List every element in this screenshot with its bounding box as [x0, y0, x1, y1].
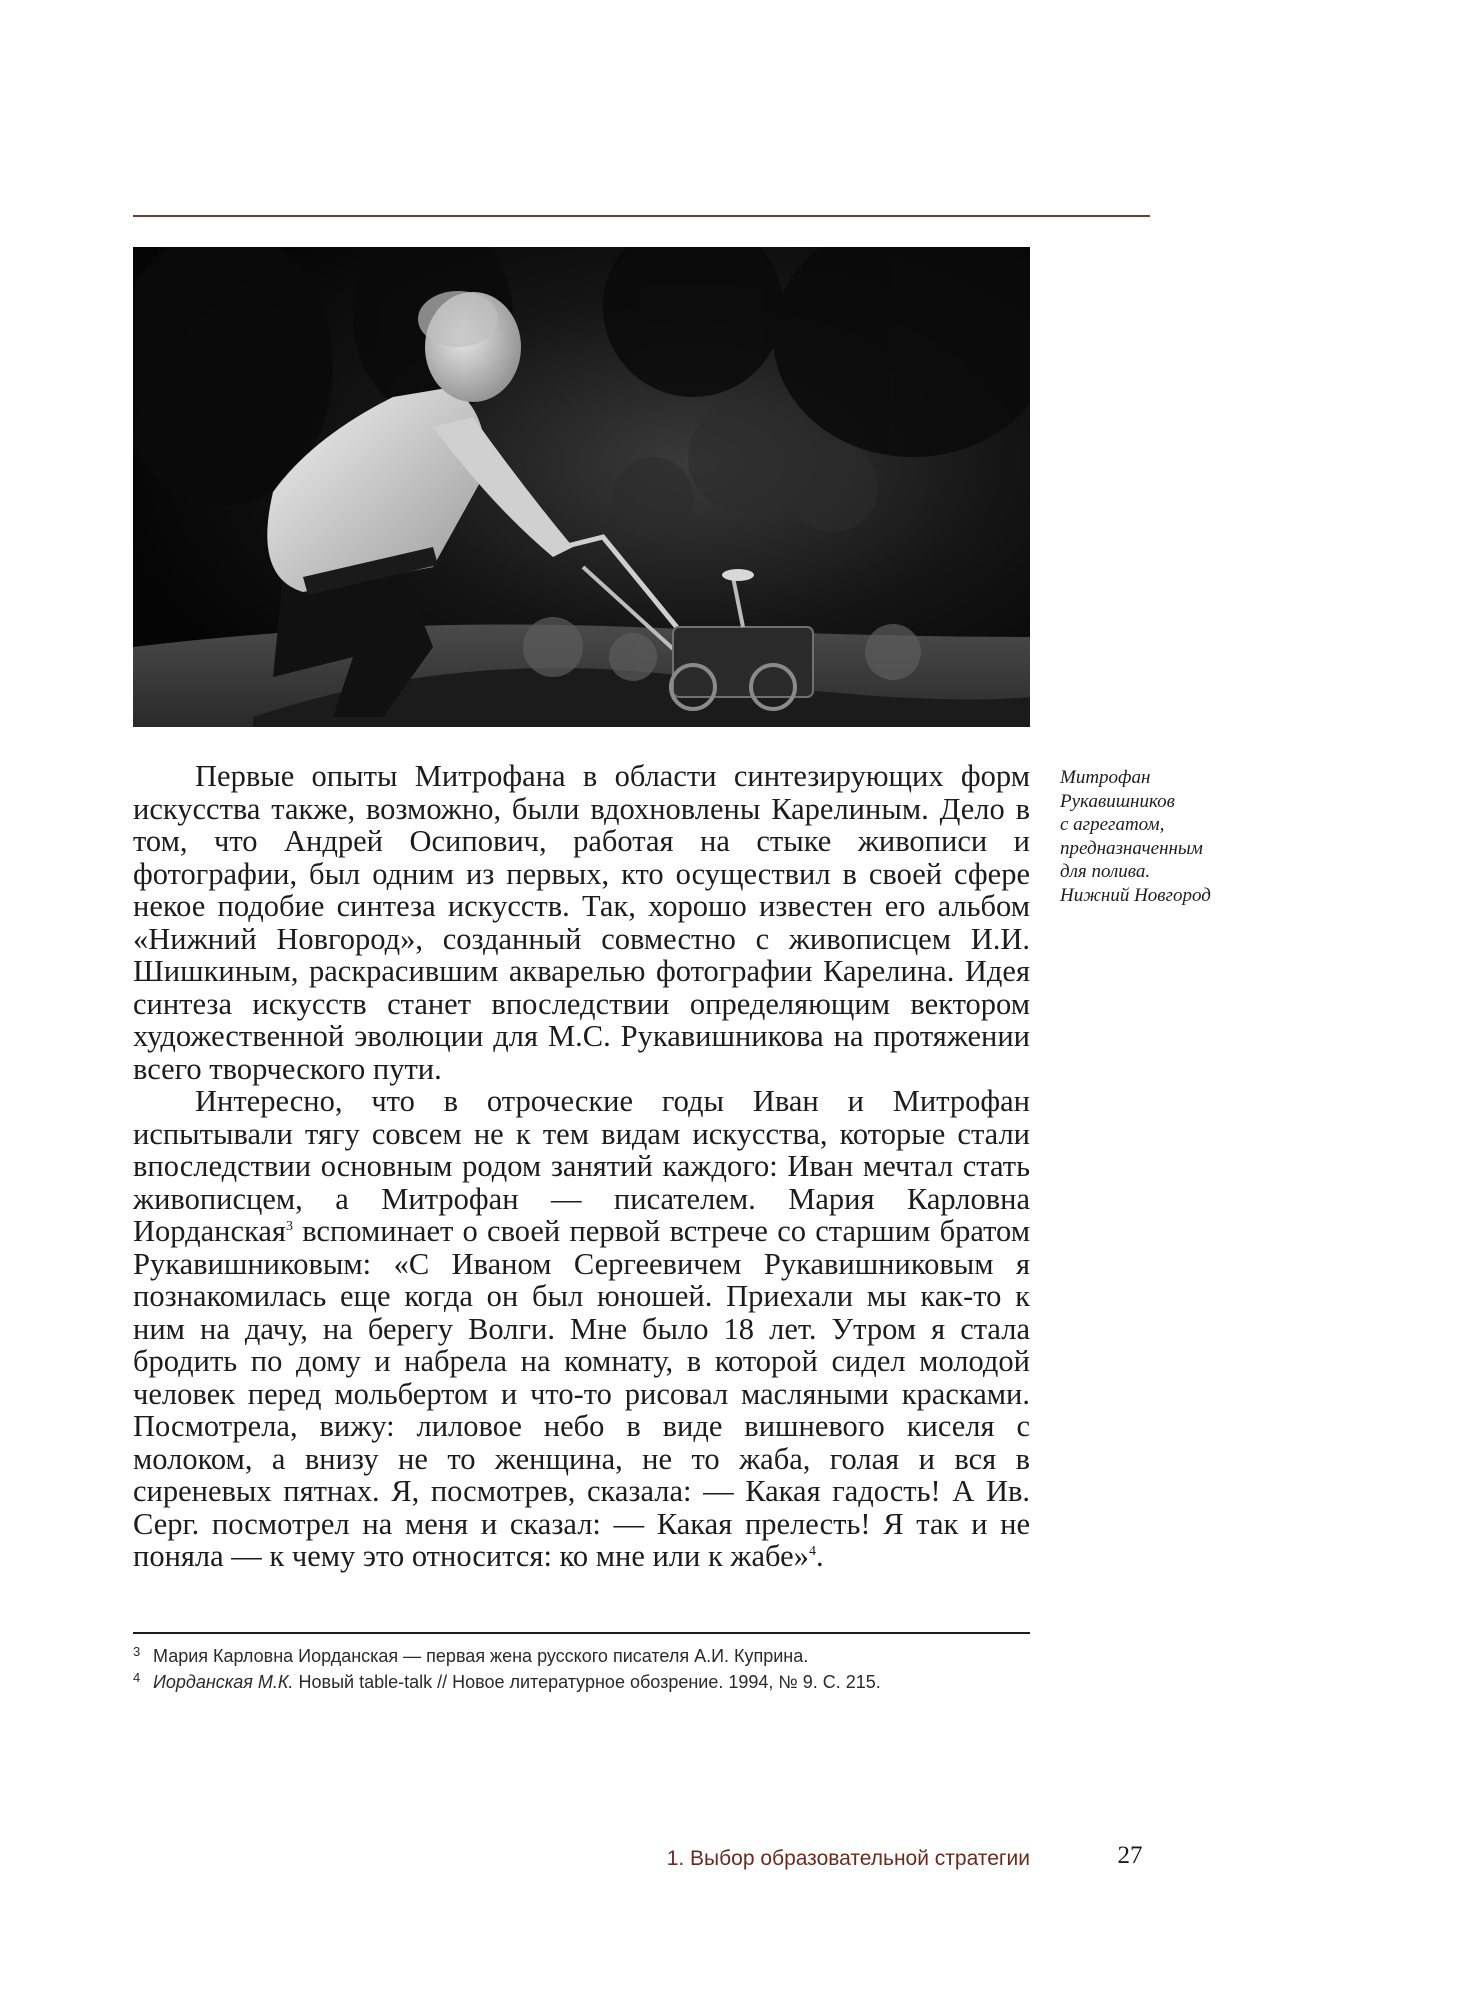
- footnote-text: Мария Карловна Иорданская — первая жена русского писателя А.И. Куприна.: [153, 1646, 809, 1666]
- footnote-3: [133, 1643, 1030, 1669]
- paragraph-1: Первые опыты Митрофана в области синтезирующих форм искусства также, возможно, были вдохновлены Карелиным. Дело в том, что Андрей Осипович, работая на стыке живописи и фотографии, был одним из первых, кто осуществил в своей сфере некое подобие синтеза искусств. Так, хорошо известен его альбом «Нижний Новгород», созданный совместно с живописцем И.И. Шишкиным, раскрасившим акварелью фотографии Карелина. Идея синтеза искусств станет впоследствии определяющим вектором художественной эволюции для М.С. Рукавишникова на протяжении всего творческого пути.: [133, 759, 1030, 1086]
- header-rule: [133, 215, 1150, 217]
- footnote-number: 4: [133, 1670, 141, 1685]
- caption-line: с агрегатом,: [1060, 814, 1165, 835]
- caption-line: Митрофан: [1060, 767, 1151, 788]
- page-number: 27: [1117, 1842, 1143, 1869]
- footnote-ref-4[interactable]: 4: [808, 1543, 816, 1559]
- footnote-ref-3[interactable]: 3: [285, 1218, 293, 1234]
- caption-line: предназначенным: [1060, 837, 1203, 859]
- footnotes: [133, 1643, 1030, 1695]
- main-text: [133, 760, 1030, 1573]
- caption-line: Нижний Новгород: [1060, 884, 1211, 906]
- footnote-author: Иорданская М.К.: [153, 1672, 294, 1692]
- footnote-text: Новый table-talk // Новое литературное обозрение. 1994, № 9. С. 215.: [293, 1672, 881, 1692]
- paragraph-2-text-a: Интересно, что в отроческие годы Иван и Митрофан испытывали тягу совсем не к тем видам искусства, которые стали впоследствии основным родом занятий каждого: Иван мечтал стать живописцем, а Митрофан — писателем. Мария Карловна Иорданская: [133, 1084, 1030, 1248]
- photo-caption: [1060, 766, 1260, 907]
- photograph-boy-with-watering-machine: [133, 247, 1030, 727]
- footnote-number: 3: [133, 1644, 141, 1659]
- paragraph-2: [133, 1085, 1030, 1573]
- paragraph-2-end: .: [815, 1539, 824, 1573]
- caption-line: Рукавишников: [1060, 790, 1175, 812]
- paragraph-2-text-b: вспоминает о своей первой встрече со старшим братом Рукавишниковым: «С Иваном Сергеевичем Рукавишниковым я познакомилась еще когда он был юношей. Приехали мы как-то к ним на дачу, на берегу Волги. Мне было 18 лет. Утром я стала бродить по дому и набрела на комнату, в которой сидел молодой человек перед мольбертом и что-то рисовал масляными красками. Посмотрела, вижу: лиловое небо в виде вишневого киселя с молоком, а внизу не то женщина, не то жаба, голая и вся в сиреневых пятнах. Я, посмотрев, сказала: — Какая гадость! А Ив. Серг. посмотрел на меня и сказал: — Какая прелесть! Я так и не поняла — к чему это относится: ко мне или к жабе»: [133, 1214, 1030, 1573]
- footnote-rule: [133, 1632, 1030, 1634]
- caption-line: для полива.: [1060, 861, 1151, 882]
- footnote-4: [133, 1669, 1030, 1695]
- running-footer-chapter-title: 1. Выбор образовательной стратегии: [666, 1847, 1030, 1870]
